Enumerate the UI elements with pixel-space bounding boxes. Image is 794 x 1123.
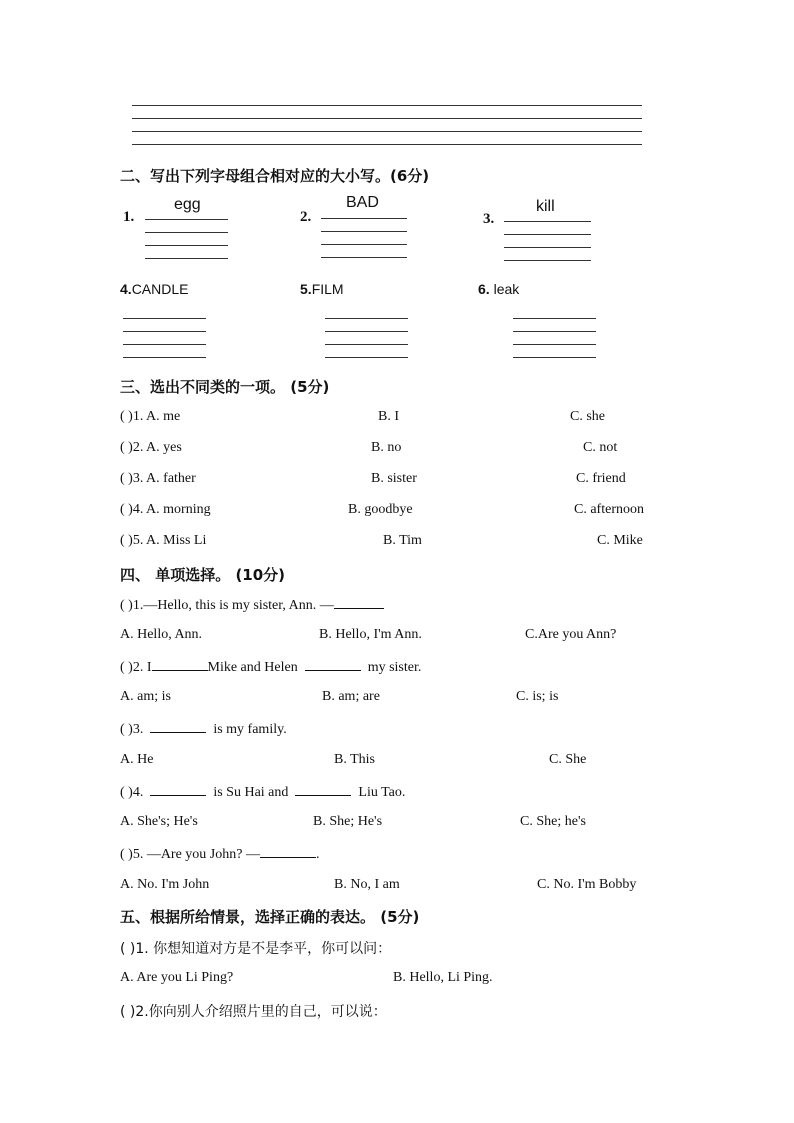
- option-b: B. No, I am: [334, 877, 400, 892]
- question-stem: ( )2. I: [120, 660, 152, 675]
- option-c: C. Mike: [597, 533, 643, 548]
- question-text: Liu Tao.: [358, 785, 406, 800]
- given-word: kill: [536, 198, 555, 215]
- option-c: C. she: [570, 409, 605, 424]
- question-stem: ( )4.: [120, 785, 144, 800]
- answer-blank[interactable]: [150, 720, 206, 733]
- answer-blank[interactable]: [260, 845, 316, 858]
- option-a: A. No. I'm John: [120, 877, 210, 892]
- section-2-heading: 二、写出下列字母组合相对应的大小写。(6分): [120, 167, 430, 185]
- option-b: B. am; are: [322, 689, 380, 704]
- option-b: B. I: [378, 409, 399, 424]
- question-text: Mike and Helen: [207, 660, 298, 675]
- question-stem: ( )1. A. me: [120, 409, 181, 424]
- answer-blank[interactable]: [334, 596, 384, 609]
- section-5-heading: 五、根据所给情景，选择正确的表达。 (5分): [120, 908, 420, 926]
- option-b: B. goodbye: [348, 502, 413, 517]
- option-a: A. He: [120, 752, 154, 767]
- item-number: 1.: [123, 209, 135, 225]
- given-word: leak: [493, 281, 520, 297]
- question-text: .: [315, 847, 320, 862]
- option-c: C. is; is: [516, 689, 559, 704]
- answer-blank[interactable]: [295, 783, 351, 796]
- question-stem: ( )1. 你想知道对方是不是李平，你可以问：: [120, 941, 392, 957]
- option-c: C. not: [583, 440, 618, 455]
- option-c: C. afternoon: [574, 502, 644, 517]
- option-b: B. sister: [371, 471, 417, 486]
- question-stem: ( )4. A. morning: [120, 502, 211, 517]
- option-c: C. She: [549, 752, 587, 767]
- question-stem: ( )2. A. yes: [120, 440, 182, 455]
- option-c: C. No. I'm Bobby: [537, 877, 637, 892]
- item-number: 4.: [120, 281, 132, 297]
- item-number: 5.: [300, 281, 312, 297]
- option-c: C.Are you Ann?: [525, 627, 617, 642]
- question-stem: ( )1.—Hello, this is my sister, Ann. —: [120, 598, 334, 613]
- option-b: B. She; He's: [313, 814, 383, 829]
- option-c: C. friend: [576, 471, 626, 486]
- question-text: is Su Hai and: [213, 785, 289, 800]
- answer-blank[interactable]: [150, 783, 206, 796]
- question-text: is my family.: [213, 722, 287, 737]
- option-c: C. She; he's: [520, 814, 586, 829]
- question-stem: ( )5. A. Miss Li: [120, 533, 207, 548]
- option-b: B. This: [334, 752, 375, 767]
- option-a: A. She's; He's: [120, 814, 198, 829]
- section-4-heading: 四、 单项选择。 (10分): [120, 566, 286, 584]
- option-a: A. Hello, Ann.: [120, 627, 203, 642]
- option-a: A. Are you Li Ping?: [120, 970, 234, 985]
- question-stem: ( )3.: [120, 722, 144, 737]
- option-a: A. am; is: [120, 689, 171, 704]
- question-stem: ( )2.你向别人介绍照片里的自己，可以说：: [120, 1004, 387, 1020]
- question-text: my sister.: [367, 660, 422, 675]
- option-b: B. Tim: [383, 533, 422, 548]
- section-3-heading: 三、选出不同类的一项。 (5分): [120, 378, 330, 396]
- given-word: FILM: [311, 281, 344, 297]
- question-stem: ( )5. —Are you John? —: [120, 847, 260, 862]
- given-word: CANDLE: [131, 281, 189, 297]
- given-word: BAD: [346, 194, 379, 211]
- option-b: B. Hello, I'm Ann.: [319, 627, 422, 642]
- option-b: B. no: [371, 440, 402, 455]
- option-b: B. Hello, Li Ping.: [393, 970, 493, 985]
- item-number: 2.: [300, 209, 312, 225]
- answer-blank[interactable]: [152, 658, 208, 671]
- item-number: 6.: [478, 281, 490, 297]
- item-number: 3.: [483, 211, 495, 227]
- given-word: egg: [174, 196, 201, 213]
- answer-blank[interactable]: [305, 658, 361, 671]
- question-stem: ( )3. A. father: [120, 471, 196, 486]
